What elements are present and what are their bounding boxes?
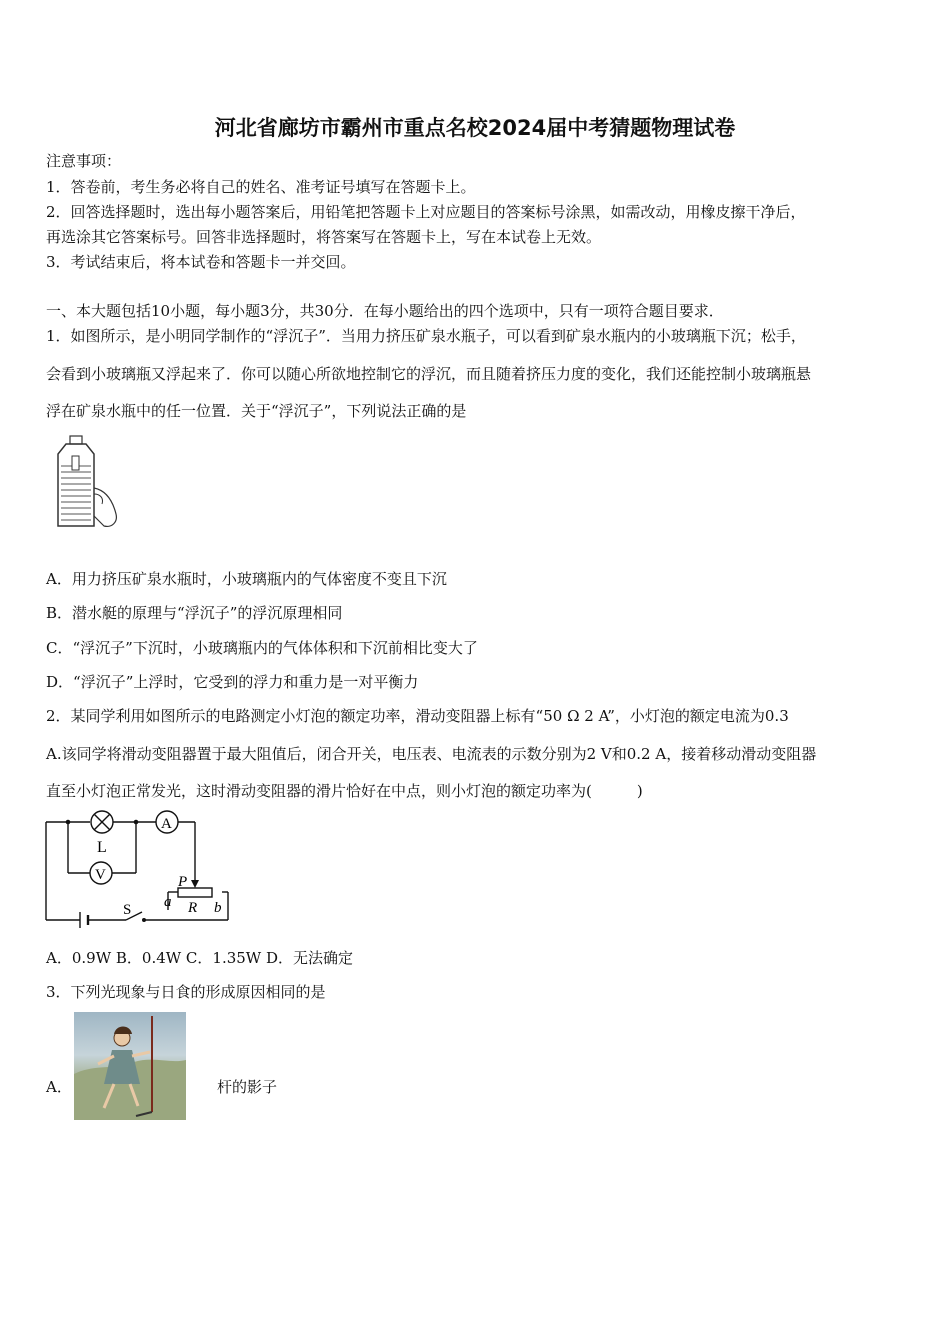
end-b-label: b xyxy=(214,900,222,916)
page-title: 河北省廊坊市霸州市重点名校2024届中考猜题物理试卷 xyxy=(214,116,736,140)
end-a-label: a xyxy=(164,894,172,910)
circuit-diagram xyxy=(40,810,240,930)
question-2-text: 2．某同学利用如图所示的电路测定小灯泡的额定功率，滑动变阻器上标有“50 Ω 2 A”，小灯泡的额定电流为0.3 xyxy=(46,707,789,725)
question-2-options: A．0.9W B．0.4W C．1.35W D．无法确定 xyxy=(46,949,354,967)
slider-label: P xyxy=(178,874,188,890)
question-1-option-c: C．“浮沉子”下沉时，小玻璃瓶内的气体体积和下沉前相比变大了 xyxy=(46,639,478,657)
notes-item: 3．考试结束后，将本试卷和答题卡一并交回。 xyxy=(46,253,356,271)
notes-item: 再选涂其它答案标号。回答非选择题时，将答案写在答题卡上，写在本试卷上无效。 xyxy=(46,228,602,246)
switch-label: S xyxy=(123,902,132,918)
question-1-option-b: B．潜水艇的原理与“浮沉子”的浮沉原理相同 xyxy=(46,604,343,622)
notes-item: 2．回答选择题时，选出每小题答案后，用铅笔把答题卡上对应题目的答案标号涂黑，如需改动，用橡皮擦干净后， xyxy=(46,203,806,221)
question-2-text: 直至小灯泡正常发光，这时滑动变阻器的滑片恰好在中点，则小灯泡的额定功率为( ) xyxy=(46,782,643,800)
question-1-option-a: A．用力挤压矿泉水瓶时，小玻璃瓶内的气体密度不变且下沉 xyxy=(46,570,447,588)
bottle-figure xyxy=(52,434,124,532)
question-1-text: 浮在矿泉水瓶中的任一位置．关于“浮沉子”，下列说法正确的是 xyxy=(46,402,467,420)
pole-shadow-illustration xyxy=(74,1012,186,1120)
lamp-label: L xyxy=(97,839,107,856)
question-1-option-d: D．“浮沉子”上浮时，它受到的浮力和重力是一对平衡力 xyxy=(46,673,419,691)
question-3-option-a-label: A． xyxy=(46,1078,72,1096)
notes-heading: 注意事项： xyxy=(46,152,122,170)
question-3-text: 3．下列光现象与日食的形成原因相同的是 xyxy=(46,983,326,1001)
question-3-option-a-text: 杆的影子 xyxy=(217,1078,278,1096)
section-heading: 一、本大题包括10小题，每小题3分，共30分．在每小题给出的四个选项中，只有一项符合题目要求． xyxy=(46,302,724,320)
question-2-text: A.该同学将滑动变阻器置于最大阻值后，闭合开关，电压表、电流表的示数分别为2 V和0.2 A，接着移动滑动变阻器 xyxy=(46,745,817,763)
voltmeter-label: V xyxy=(95,867,106,883)
question-1-text: 1．如图所示，是小明同学制作的“浮沉子”．当用力挤压矿泉水瓶子，可以看到矿泉水瓶内的小玻璃瓶下沉；松手， xyxy=(46,327,806,345)
resistor-label: R xyxy=(188,900,198,916)
question-1-text: 会看到小玻璃瓶又浮起来了．你可以随心所欲地控制它的浮沉，而且随着挤压力度的变化，我们还能控制小玻璃瓶悬 xyxy=(46,365,812,383)
ammeter-label: A xyxy=(161,816,172,832)
notes-item: 1．答卷前，考生务必将自己的姓名、准考证号填写在答题卡上。 xyxy=(46,178,476,196)
